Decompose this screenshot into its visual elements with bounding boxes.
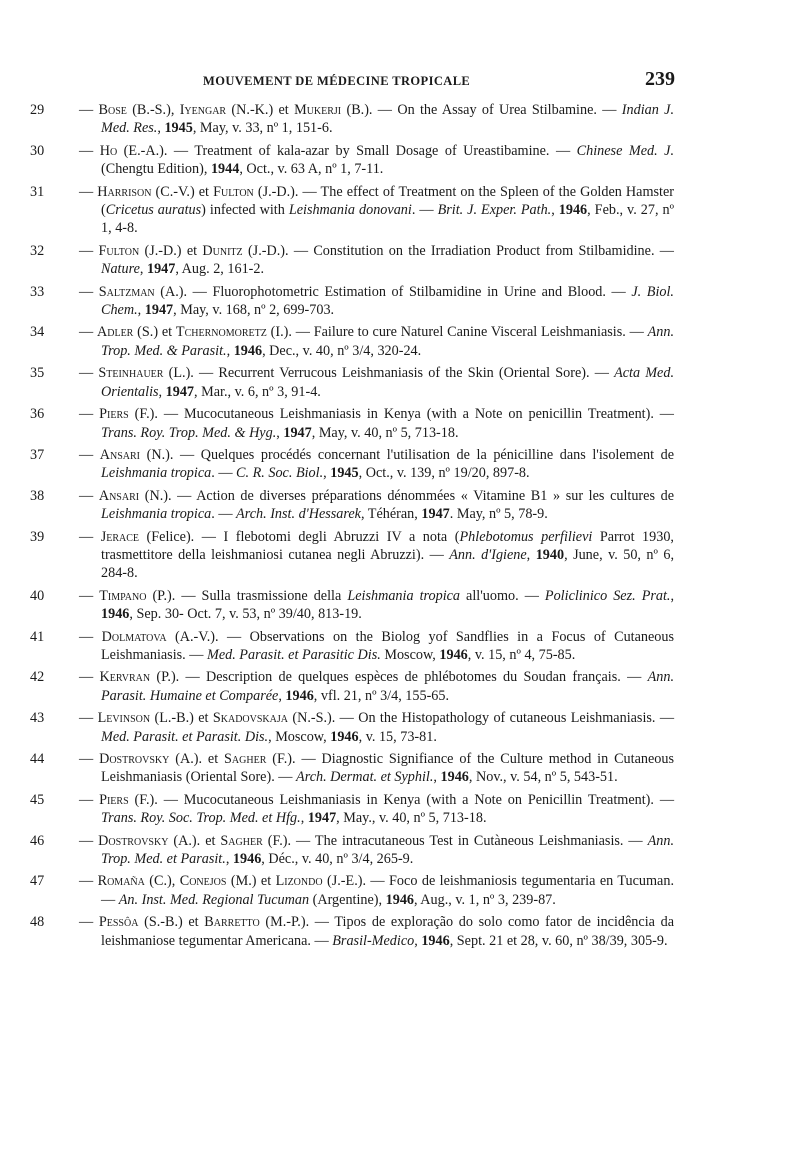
reference-segment: . —: [411, 202, 438, 219]
reference-segment: , vfl. 21, nº 3/4, 155-65.: [313, 687, 450, 704]
journal-title: Arch. Dermat. et Syphil.: [296, 769, 434, 786]
reference-segment: (B.). — On the Assay of Urea Stilbamine. —: [341, 102, 622, 118]
reference-segment: —: [79, 587, 100, 604]
reference-entry: [0, 628, 800, 665]
journal-title: Ann. d'Igiene: [449, 546, 527, 563]
reference-segment: , Aug. 2, 161-2.: [175, 261, 265, 278]
journal-title: Cricetus auratus: [105, 202, 202, 219]
reference-segment: Moscow,: [380, 646, 440, 663]
reference-segment: , May, v. 168, nº 2, 699-703.: [173, 302, 335, 319]
journal-title: Trans. Roy. Soc. Trop. Med. et Hfg.: [101, 810, 301, 827]
reference-segment: , Mar., v. 6, nº 3, 91-4.: [194, 383, 321, 400]
year: 1940: [535, 546, 565, 563]
reference-text: [79, 446, 674, 483]
reference-segment: , Oct., v. 139, nº 19/20, 897-8.: [358, 465, 530, 482]
reference-entry: [0, 872, 800, 909]
reference-text: [79, 750, 674, 787]
reference-segment: (S.-B.) et: [138, 914, 205, 931]
reference-segment: , June, v. 50, nº 6, 284-8.: [101, 546, 675, 582]
year: 1947: [283, 424, 312, 441]
reference-entry: [0, 913, 800, 950]
author-name: Ansari: [98, 487, 140, 504]
reference-segment: —: [79, 324, 97, 341]
reference-segment: , Dec., v. 40, nº 3/4, 320-24.: [262, 342, 422, 359]
journal-title: Acta Med. Orientalis: [101, 365, 674, 400]
reference-number: 47: [30, 873, 45, 890]
reference-segment: (L.-B.) et: [150, 710, 213, 727]
journal-title: Leishmania tropica: [101, 465, 212, 482]
reference-segment: , Téhéran,: [360, 506, 422, 523]
reference-segment: , v. 15, 73-81.: [358, 728, 437, 745]
reference-segment: —: [79, 628, 102, 645]
reference-segment: —: [79, 528, 101, 545]
journal-title: Brit. J. Exper. Path.: [437, 202, 552, 219]
reference-segment: ,: [225, 851, 233, 868]
reference-segment: ,: [414, 932, 422, 949]
year: 1946: [330, 728, 359, 745]
author-name: Romaña: [97, 873, 145, 890]
reference-segment: (F.). — Mucocutaneous Leishmaniasis in Kenya (with a Note on Penicillin Treatment). —: [128, 791, 675, 808]
author-name: Jerace: [100, 528, 140, 545]
author-name: Steinhauer: [98, 365, 164, 382]
journal-title: Med. Parasit. et Parasit. Dis.: [101, 728, 269, 745]
reference-number: 46: [30, 832, 45, 849]
reference-segment: —: [79, 283, 99, 300]
author-name: Dostrovsky: [99, 751, 170, 767]
journal-title: Chinese Med. J.: [576, 142, 675, 159]
reference-text: [79, 791, 675, 828]
year: 1946: [558, 202, 588, 219]
reference-entry: [0, 791, 800, 828]
reference-segment: (N.-K.) et: [226, 102, 295, 118]
reference-segment: , Aug., v. 1, nº 3, 239-87.: [414, 891, 556, 908]
reference-segment: , Nov., v. 54, nº 5, 543-51.: [468, 769, 618, 786]
author-name: Barretto: [204, 914, 260, 931]
reference-segment: . —: [211, 465, 237, 482]
reference-segment: , May, v. 33, nº 1, 151-6.: [192, 120, 333, 137]
reference-segment: ,: [300, 810, 308, 827]
author-name: Dolmatova: [101, 628, 167, 645]
reference-segment: . May, nº 5, 78-9.: [449, 506, 548, 523]
journal-title: Nature: [101, 261, 140, 278]
reference-entry: [0, 832, 800, 869]
reference-segment: , May, v. 40, nº 5, 713-18.: [311, 424, 459, 441]
reference-text: [79, 628, 675, 665]
reference-segment: (A.). et: [168, 832, 221, 849]
reference-segment: ,: [433, 769, 441, 786]
reference-segment: —: [79, 487, 99, 504]
author-name: Levinson: [97, 710, 151, 727]
reference-number: 37: [30, 446, 45, 463]
reference-segment: ,: [157, 120, 165, 137]
reference-segment: , May., v. 40, nº 5, 713-18.: [336, 810, 487, 827]
reference-segment: (E.-A.). — Treatment of kala-azar by Small Dosage of Ureastibamine. —: [117, 142, 577, 159]
year: 1944: [210, 161, 240, 178]
reference-text: [79, 242, 674, 279]
author-name: Iyengar: [179, 102, 227, 118]
reference-text: [79, 405, 674, 442]
year: 1946: [101, 606, 130, 623]
journal-title: Indian J. Med. Res.: [101, 102, 674, 137]
author-name: Adler: [97, 324, 134, 341]
page-number: 239: [645, 68, 675, 90]
reference-segment: —: [79, 832, 99, 849]
reference-segment: —: [79, 242, 99, 259]
reference-segment: (B.-S.),: [126, 102, 180, 118]
reference-text: [79, 142, 675, 179]
reference-segment: (A.). — Fluorophotometric Estimation of Stilbamidine in Urine and Blood. —: [154, 283, 632, 300]
reference-entry: [0, 364, 800, 401]
page-header: [0, 68, 800, 94]
reference-number: 33: [30, 283, 45, 300]
reference-text: [79, 668, 675, 705]
reference-entry: [0, 487, 800, 524]
year: 1946: [232, 851, 262, 868]
year: 1945: [330, 465, 359, 482]
reference-text: [79, 323, 674, 360]
reference-number: 41: [30, 628, 45, 645]
reference-segment: —: [79, 710, 98, 727]
year: 1947: [144, 302, 174, 319]
running-head: MOUVEMENT DE MÉDECINE TROPICALE: [203, 74, 471, 88]
reference-number: 48: [30, 914, 45, 931]
reference-number: 38: [30, 487, 45, 504]
journal-title: An. Inst. Med. Regional Tucuman: [118, 891, 310, 908]
reference-segment: —: [79, 183, 98, 200]
reference-number: 32: [30, 242, 45, 259]
journal-title: Ann. Trop. Med. & Parasit.: [101, 324, 674, 359]
reference-segment: (F.). — Mucocutaneous Leishmaniasis in Kenya (with a Note on penicillin Treatment). —: [128, 406, 674, 423]
reference-segment: ,: [278, 687, 286, 704]
reference-segment: , v. 15, nº 4, 75-85.: [467, 646, 576, 663]
journal-title: C. R. Soc. Biol.: [236, 465, 324, 482]
reference-list: [0, 101, 800, 954]
author-name: Lizondo: [275, 873, 323, 890]
reference-segment: (P.). — Sulla trasmissione della: [146, 587, 348, 604]
reference-entry: [0, 587, 800, 624]
reference-entry: [0, 750, 800, 787]
reference-entry: [0, 709, 800, 746]
journal-title: Brasil-Medico: [332, 932, 415, 949]
reference-segment: (J.-D.) et: [139, 242, 203, 259]
reference-text: [79, 832, 675, 869]
reference-text: [79, 872, 674, 909]
reference-segment: , Sep. 30- Oct. 7, v. 53, nº 39/40, 813-19.: [129, 606, 362, 623]
author-name: Pessôa: [98, 914, 139, 931]
author-name: Mukerji: [294, 102, 342, 118]
reference-text: [79, 487, 675, 524]
reference-segment: all'uomo. —: [460, 587, 545, 604]
reference-segment: , Feb., v. 27, nº 1, 4-8.: [101, 202, 675, 237]
year: 1946: [440, 769, 469, 786]
reference-entry: [0, 405, 800, 442]
author-name: Harrison: [97, 183, 152, 200]
reference-segment: , Déc., v. 40, nº 3/4, 265-9.: [261, 851, 414, 868]
journal-title: Leishmania tropica: [101, 506, 212, 523]
reference-text: [79, 587, 675, 624]
reference-number: 44: [30, 751, 45, 767]
reference-segment: (M.-P.). — Tipos de exploração do solo como fator de incidência da leishmaniose tegumentar Americana. —: [101, 914, 674, 949]
author-name: Dostrovsky: [98, 832, 169, 849]
reference-segment: (Felice). — I flebotomi degli Abruzzi IV a nota (: [139, 528, 460, 545]
author-name: Timpano: [99, 587, 147, 604]
reference-number: 36: [30, 406, 45, 423]
reference-number: 30: [30, 142, 45, 159]
reference-entry: [0, 142, 800, 179]
reference-number: 43: [30, 710, 45, 727]
author-name: Piers: [99, 791, 129, 808]
reference-number: 39: [30, 528, 45, 545]
reference-segment: —: [79, 751, 100, 767]
reference-segment: (N.-S.). — On the Histopathology of cutaneous Leishmaniasis. —: [287, 710, 675, 727]
reference-text: [79, 101, 674, 138]
reference-segment: (A.-V.). — Observations on the Biolog yof Sandflies in a Focus of Cutaneous Leishmaniasis. —: [101, 628, 675, 663]
reference-text: [79, 283, 674, 320]
reference-segment: (L.). — Recurrent Verrucous Leishmaniasis of the Skin (Oriental Sore). —: [163, 365, 615, 382]
year: 1947: [307, 810, 337, 827]
author-name: Ansari: [99, 446, 141, 463]
reference-segment: , Moscow,: [268, 728, 331, 745]
journal-title: Leishmania donovani: [288, 202, 412, 219]
author-name: Fulton: [98, 242, 140, 259]
reference-segment: (A.). et: [169, 751, 225, 767]
reference-text: [79, 913, 674, 950]
reference-segment: , Sept. 21 et 28, v. 60, nº 38/39, 305-9.: [449, 932, 668, 949]
author-name: Ho: [99, 142, 118, 159]
author-name: Kervran: [99, 669, 151, 686]
reference-entry: [0, 528, 800, 583]
reference-segment: —: [79, 142, 100, 159]
reference-segment: (Argentine),: [309, 891, 386, 908]
reference-segment: (C.-V.) et: [151, 183, 214, 200]
reference-segment: . —: [211, 506, 237, 523]
reference-segment: ,: [670, 587, 675, 604]
author-name: Sagher: [224, 751, 267, 767]
author-name: Fulton: [213, 183, 254, 200]
year: 1947: [165, 383, 195, 400]
reference-segment: (N.). — Action de diverses préparations dénommées « Vitamine B1 » sur les cultures de: [139, 487, 675, 504]
reference-number: 42: [30, 669, 45, 686]
reference-number: 29: [30, 102, 45, 118]
journal-title: Med. Parasit. et Parasitic Dis.: [207, 646, 381, 663]
journal-title: Policlinico Sez. Prat.: [544, 587, 671, 604]
reference-entry: [0, 183, 800, 238]
reference-segment: —: [79, 365, 99, 382]
reference-segment: (J.-D.). — Constitution on the Irradiation Product from Stilbamidine. —: [242, 242, 674, 259]
reference-segment: (C.),: [144, 873, 180, 890]
year: 1946: [421, 932, 450, 949]
reference-segment: (P.). — Description de quelques espèces de phlébotomes du Soudan français. —: [150, 669, 648, 686]
reference-entry: [0, 668, 800, 705]
reference-segment: ,: [551, 202, 559, 219]
author-name: Tchernomoretz: [175, 324, 267, 341]
year: 1945: [164, 120, 193, 137]
reference-segment: ,: [323, 465, 331, 482]
reference-segment: , Oct., v. 63 A, nº 1, 7-11.: [239, 161, 384, 178]
reference-segment: (Chengtu Edition),: [101, 161, 211, 178]
reference-segment: (F.). — The intracutaneous Test in Cutàneous Leishmaniasis. —: [262, 832, 648, 849]
journal-title: Phlebotomus perfilievi: [459, 528, 593, 545]
author-name: Conejos: [179, 873, 227, 890]
reference-segment: ,: [526, 546, 536, 563]
reference-segment: —: [79, 914, 99, 931]
author-name: Piers: [99, 406, 129, 423]
reference-number: 35: [30, 365, 45, 382]
author-name: Dunitz: [202, 242, 243, 259]
reference-segment: —: [79, 446, 100, 463]
reference-segment: —: [79, 791, 100, 808]
reference-segment: ,: [276, 424, 284, 441]
journal-title: Ann. Trop. Med. et Parasit.: [101, 832, 675, 868]
reference-segment: ,: [158, 383, 166, 400]
reference-number: 31: [30, 183, 45, 200]
reference-segment: (N.). — Quelques procédés concernant l'utilisation de la pénicilline dans l'isolement de: [140, 446, 674, 463]
reference-entry: [0, 323, 800, 360]
journal-title: Ann. Parasit. Humaine et Comparée: [101, 669, 675, 704]
reference-segment: ,: [137, 302, 145, 319]
author-name: Sagher: [220, 832, 263, 849]
reference-entry: [0, 283, 800, 320]
journal-title: Arch. Inst. d'Hessarek: [236, 506, 361, 523]
reference-text: [79, 364, 674, 401]
journal-title: Trans. Roy. Trop. Med. & Hyg.: [101, 424, 277, 441]
reference-segment: (J.-E.). — Foco de leishmaniosis tegumentaria en Tucuman. —: [101, 873, 674, 908]
reference-segment: Parrot 1930, trasmettitore della leishmaniosi cutanea negli Abruzzi). —: [101, 528, 674, 563]
reference-segment: —: [79, 669, 100, 686]
year: 1946: [439, 646, 468, 663]
year: 1947: [146, 261, 176, 278]
year: 1946: [285, 687, 314, 704]
reference-segment: —: [79, 873, 98, 890]
reference-segment: —: [79, 102, 99, 118]
reference-entry: [0, 446, 800, 483]
reference-segment: (S.) et: [133, 324, 176, 341]
reference-text: [79, 709, 675, 746]
author-name: Bose: [98, 102, 127, 118]
author-name: Skadovskaja: [212, 710, 288, 727]
reference-number: 34: [30, 324, 45, 341]
reference-segment: ,: [139, 261, 147, 278]
reference-number: 40: [30, 587, 45, 604]
reference-segment: (I.). — Failure to cure Naturel Canine Visceral Leishmaniasis. —: [266, 324, 648, 341]
reference-segment: (F.). — Diagnostic Signifiance of the Culture method in Cutaneous Leishmaniasis (Oriental Sore). —: [101, 751, 674, 786]
year: 1947: [421, 506, 450, 523]
reference-text: [79, 183, 675, 238]
reference-segment: (J.-D.). — The effect of Treatment on the Spleen of the Golden Hamster (: [101, 183, 674, 219]
year: 1946: [233, 342, 263, 359]
journal-title: Leishmania tropica: [347, 587, 461, 604]
reference-segment: —: [79, 406, 100, 423]
reference-segment: ) infected with: [201, 202, 289, 219]
year: 1946: [385, 891, 414, 908]
reference-entry: [0, 101, 800, 138]
reference-number: 45: [30, 791, 45, 808]
journal-title: J. Biol. Chem.: [101, 283, 674, 319]
reference-entry: [0, 242, 800, 279]
author-name: Saltzman: [98, 283, 155, 300]
reference-text: [79, 528, 675, 583]
reference-segment: ,: [226, 342, 234, 359]
reference-segment: (M.) et: [226, 873, 276, 890]
